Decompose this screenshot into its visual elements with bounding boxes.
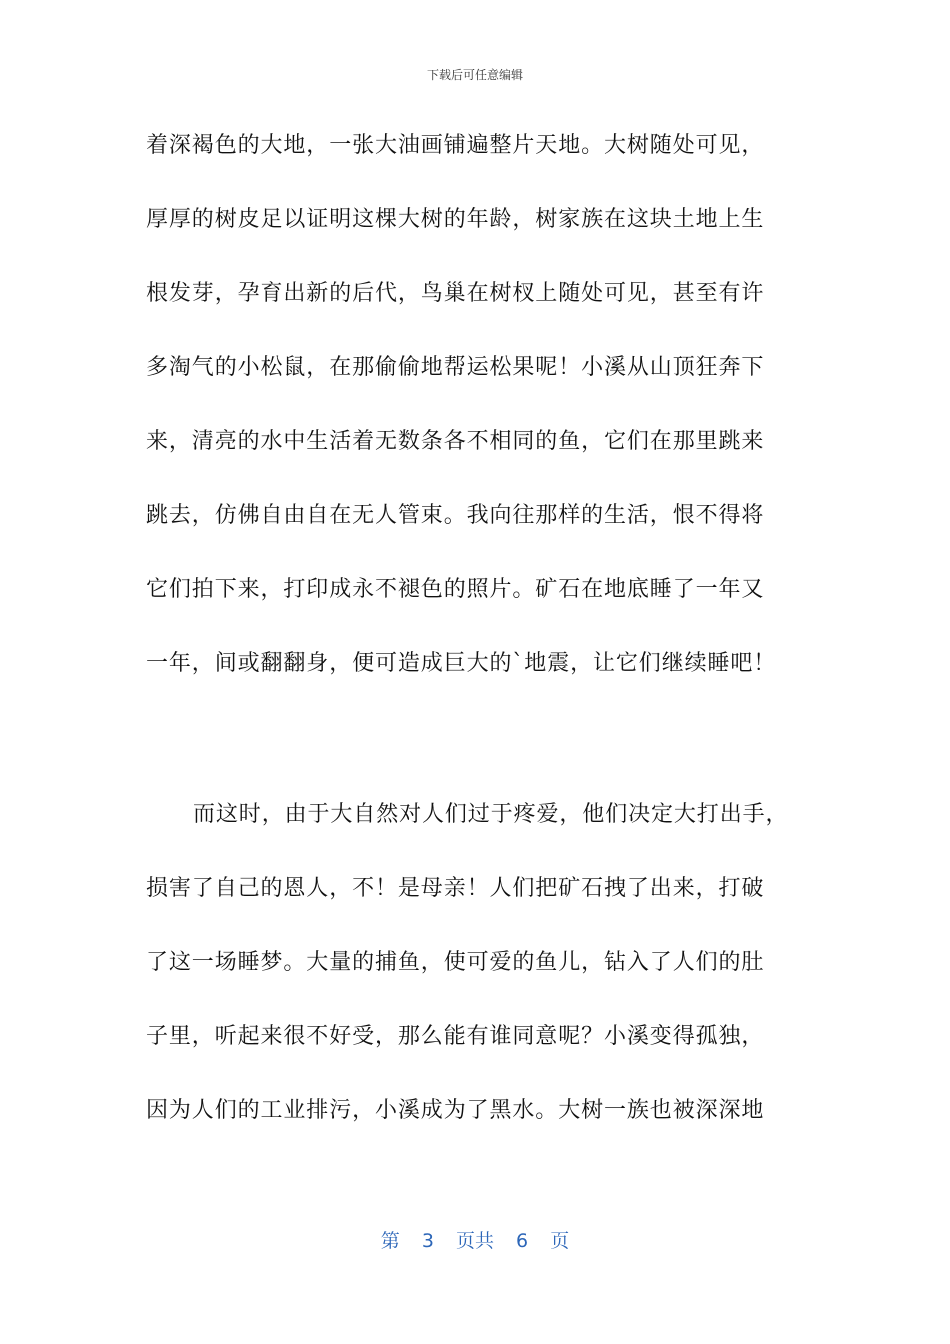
footer-total-pages: 6: [516, 1230, 529, 1252]
paragraph-1-line-3: 根发芽，孕育出新的后代，鸟巢在树杈上随处可见，甚至有许: [146, 281, 765, 306]
paragraph-1-line-5: 来，清亮的水中生活着无数条各不相同的鱼，它们在那里跳来: [146, 429, 765, 454]
paragraph-2-line-1: 而这时，由于大自然对人们过于疼爱，他们决定大打出手，: [193, 802, 789, 827]
footer-middle: 页共: [455, 1230, 494, 1252]
paragraph-1-line-6: 跳去，仿佛自由自在无人管束。我向往那样的生活，恨不得将: [146, 503, 765, 528]
paragraph-1-line-1: 着深褐色的大地，一张大油画铺遍整片天地。大树随处可见，: [146, 133, 765, 158]
footer-current-page: 3: [421, 1230, 434, 1252]
paragraph-2-line-2: 损害了自己的恩人，不！是母亲！人们把矿石拽了出来，打破: [146, 876, 765, 901]
page-footer: [0, 1226, 950, 1253]
paragraph-1-line-7: 它们拍下来，打印成永不褪色的照片。矿石在地底睡了一年又: [146, 577, 765, 602]
paragraph-1-line-8: 一年，间或翻翻身，便可造成巨大的`地震，让它们继续睡吧！: [146, 651, 777, 676]
footer-suffix: 页: [550, 1230, 570, 1252]
footer-prefix: 第: [380, 1230, 400, 1252]
paragraph-1-line-2: 厚厚的树皮足以证明这棵大树的年龄，树家族在这块土地上生: [146, 207, 765, 232]
header-note: 下载后可任意编辑: [426, 68, 523, 82]
paragraph-2-line-5: 因为人们的工业排污，小溪成为了黑水。大树一族也被深深地: [146, 1098, 765, 1123]
paragraph-2-line-4: 子里，听起来很不好受，那么能有谁同意呢？小溪变得孤独，: [146, 1024, 765, 1049]
paragraph-1-line-4: 多淘气的小松鼠，在那偷偷地帮运松果呢！小溪从山顶狂奔下: [146, 355, 765, 380]
paragraph-2-line-3: 了这一场睡梦。大量的捕鱼，使可爱的鱼儿，钻入了人们的肚: [146, 950, 765, 975]
